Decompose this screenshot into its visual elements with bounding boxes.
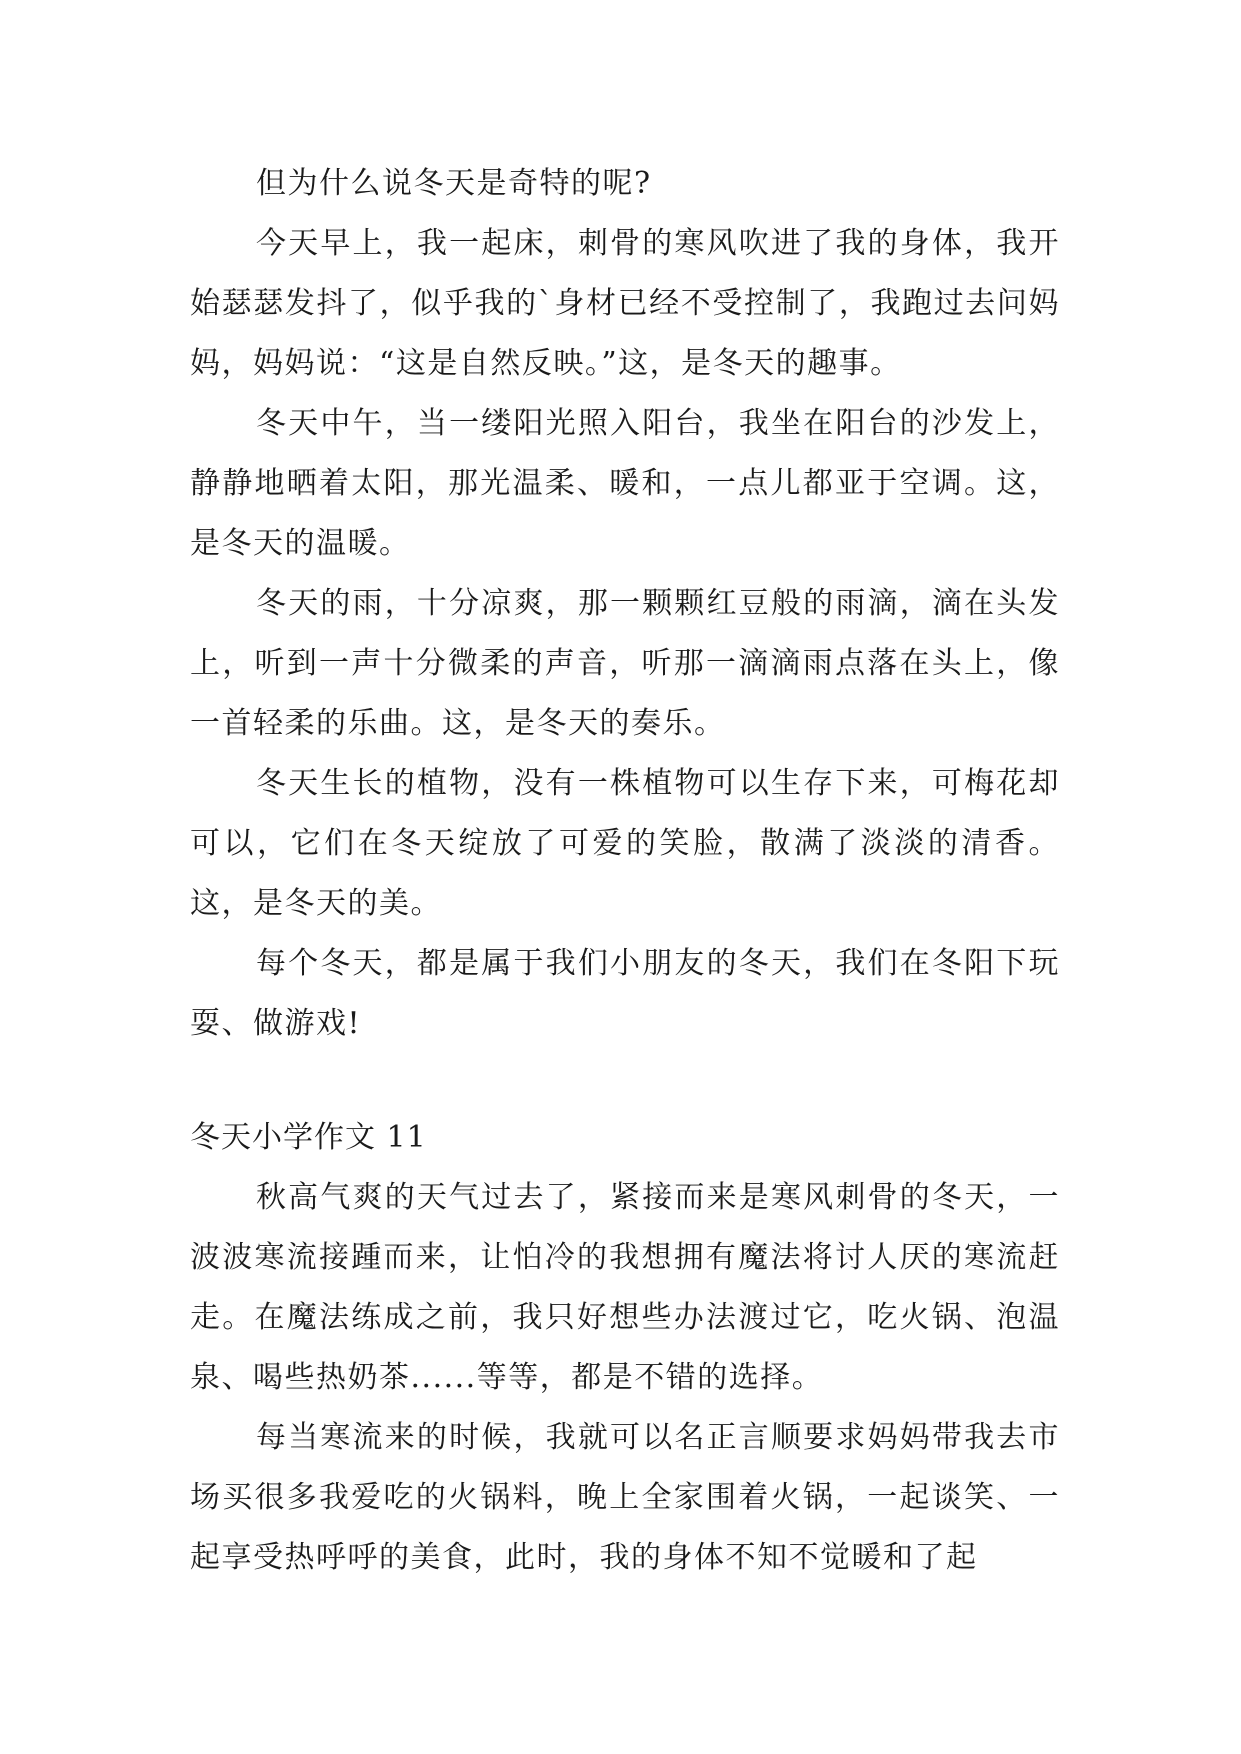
essay-title: 冬天小学作文 11 xyxy=(190,1120,427,1155)
paragraph: 今天早上，我一起床，刺骨的寒风吹进了我的身体，我开始瑟瑟发抖了，似乎我的`身材已经不受控制了，我跑过去问妈妈，妈妈说：“这是自然反映。”这，是冬天的趣事。 xyxy=(190,226,1060,381)
paragraph: 但为什么说冬天是奇特的呢? xyxy=(256,166,652,201)
paragraph: 秋高气爽的天气过去了，紧接而来是寒风刺骨的冬天，一波波寒流接踵而来，让怕冷的我想拥有魔法将讨人厌的寒流赶走。在魔法练成之前，我只好想些办法渡过它，吃火锅、泡温泉、喝些热奶茶......等等，都是不错的选择。 xyxy=(190,1180,1060,1395)
paragraph: 冬天中午，当一缕阳光照入阳台，我坐在阳台的沙发上，静静地晒着太阳，那光温柔、暖和，一点儿都亚于空调。这，是冬天的温暖。 xyxy=(190,406,1060,561)
paragraph: 每当寒流来的时候，我就可以名正言顺要求妈妈带我去市场买很多我爱吃的火锅料，晚上全家围着火锅，一起谈笑、一起享受热呼呼的美食，此时，我的身体不知不觉暖和了起 xyxy=(190,1420,1060,1575)
paragraph: 冬天的雨，十分凉爽，那一颗颗红豆般的雨滴，滴在头发上，听到一声十分微柔的声音，听那一滴滴雨点落在头上，像一首轻柔的乐曲。这，是冬天的奏乐。 xyxy=(190,586,1060,741)
paragraph: 冬天生长的植物，没有一株植物可以生存下来，可梅花却可以，它们在冬天绽放了可爱的笑脸，散满了淡淡的清香。这，是冬天的美。 xyxy=(190,766,1060,921)
paragraph: 每个冬天，都是属于我们小朋友的冬天，我们在冬阳下玩耍、做游戏! xyxy=(190,946,1060,1041)
